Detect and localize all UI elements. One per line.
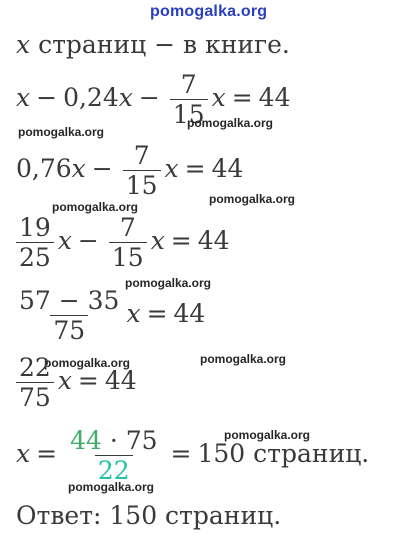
eq3-fraction-2 [109,215,147,270]
watermark: pomogalka.org [209,192,296,206]
eq1-minus1: − [36,83,58,112]
answer-line: Ответ: 150 страниц. [16,501,282,530]
eq6-equals-2: = [170,439,192,468]
eq3-x1: x [57,226,72,255]
header-watermark: pomogalka.org [150,3,268,20]
eq6-numerator-cancelled: 44 [70,426,102,455]
eq6-numerator-rest: · 75 [109,426,158,455]
equation-3 [16,215,230,270]
eq3-fraction-1-denominator: 25 [16,242,54,270]
equation-4 [16,288,205,343]
eq3-equals: = [170,226,192,255]
equation-6 [16,428,369,483]
eq4-fraction-numerator: 57 − 35 [19,286,120,315]
eq3-x2: x [150,226,165,255]
eq4-fraction [16,288,122,343]
eq3-rhs: 44 [197,226,230,255]
intro-variable: x [16,30,31,59]
watermark: pomogalka.org [18,125,105,139]
eq2-fraction-numerator: 7 [133,141,150,170]
eq1-rhs: 44 [258,83,291,112]
eq6-equals-1: = [36,439,58,468]
eq2-coef: 0,76 [16,154,72,183]
eq3-fraction-1-numerator: 19 [19,213,51,242]
eq5-rhs: 44 [104,366,137,395]
eq1-coef: 0,24 [63,83,119,112]
eq5-x: x [57,366,72,395]
eq3-fraction-2-numerator: 7 [119,213,136,242]
eq6-fraction [67,428,160,483]
eq1-fraction-numerator: 7 [180,70,197,99]
watermark: pomogalka.org [52,200,139,214]
eq1-x3: x [211,83,226,112]
eq1-fraction-denominator: 15 [170,99,208,127]
eq6-fraction-denominator: 22 [95,455,133,483]
eq3-fraction-1 [16,215,54,270]
watermark: pomogalka.org [68,480,155,494]
watermark: pomogalka.org [125,276,212,290]
eq1-x1: x [16,83,31,112]
eq2-rhs: 44 [211,154,244,183]
equation-2 [16,143,243,198]
eq1-minus2: − [138,83,160,112]
eq2-minus: − [91,154,113,183]
watermark: pomogalka.org [187,116,274,130]
eq3-minus: − [77,226,99,255]
eq4-fraction-denominator: 75 [50,315,88,343]
eq6-result: 150 страниц. [197,439,370,468]
eq2-equals: = [184,154,206,183]
eq5-fraction-numerator: 22 [19,353,51,382]
watermark: pomogalka.org [200,352,287,366]
eq4-equals: = [146,299,168,328]
eq4-x: x [126,299,141,328]
eq5-fraction [16,355,54,410]
eq2-x2: x [164,154,179,183]
eq2-fraction-denominator: 15 [123,170,161,198]
eq1-x2: x [118,83,133,112]
watermark: pomogalka.org [44,356,131,370]
eq1-equals: = [231,83,253,112]
eq5-fraction-denominator: 75 [16,382,54,410]
eq2-fraction [123,143,161,198]
eq4-rhs: 44 [173,299,206,328]
watermark: pomogalka.org [224,428,311,442]
eq2-x1: x [71,154,86,183]
eq6-x: x [16,439,31,468]
intro-line [16,32,290,57]
equation-5 [16,355,137,410]
intro-text: страниц − в книге. [38,30,290,59]
eq5-equals: = [77,366,99,395]
eq3-fraction-2-denominator: 15 [109,242,147,270]
eq6-fraction-numerator [67,428,160,455]
